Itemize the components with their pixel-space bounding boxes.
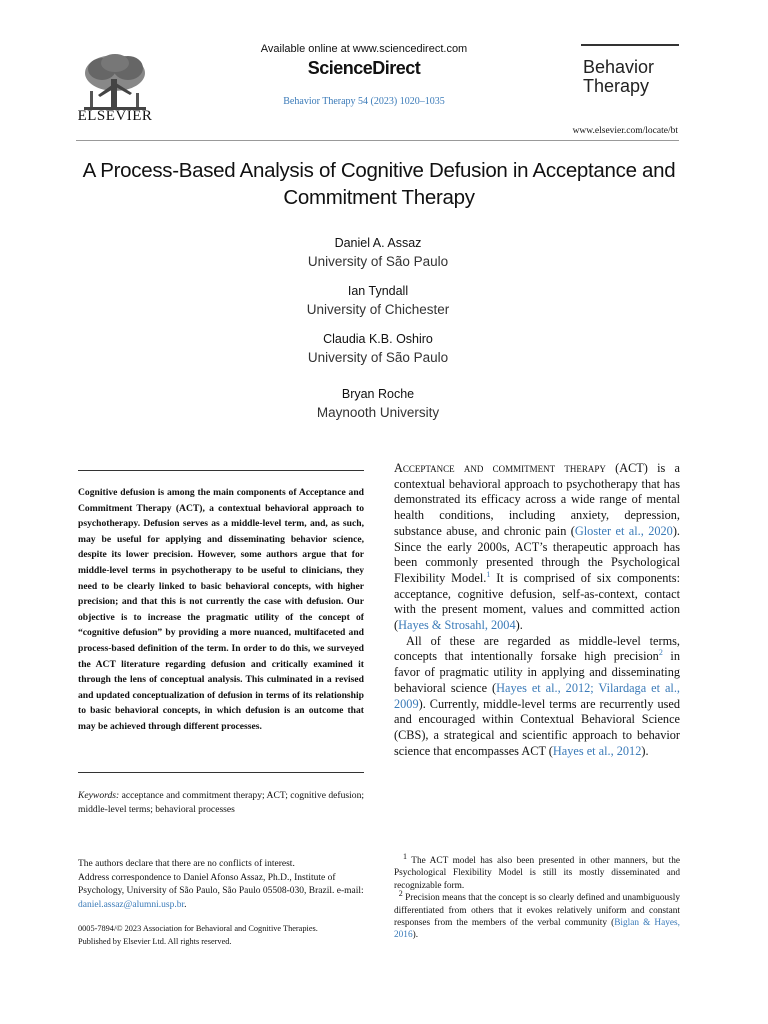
keywords-label: Keywords:: [78, 790, 120, 801]
body-text-span: ). Since the early 2000s, ACT’s therapeutic approach has been commonly presented through the Psychological Flexibility Model.: [394, 523, 680, 585]
footnote-ref-2[interactable]: 2: [658, 648, 663, 658]
author-name: Bryan Roche: [341, 387, 415, 401]
author-affiliation: University of São Paulo: [307, 350, 449, 365]
body-paragraph-1: [394, 461, 680, 634]
footnote-text: The ACT model has also been presented in other manners, but the Psychological Flexibility Model is still its mostly disseminated and recognizable form.: [394, 856, 680, 891]
keywords: [78, 789, 368, 817]
footnote-text: Precision means that the concept is so clearly defined and unambiguously differentiated from others that it evokes relatively uniform and constant responses from the members of the verbal community (: [394, 893, 680, 929]
copyright-line-1: 0005-7894/© 2023 Association for Behavioral and Cognitive Therapies.: [78, 924, 318, 933]
keywords-text: acceptance and commitment therapy; ACT; cognitive defusion; middle-level terms; behavioral processes: [78, 790, 365, 815]
sciencedirect-logo: ScienceDirect: [307, 58, 421, 78]
abstract-top-rule: [78, 470, 364, 471]
available-online-line: Available online at www.sciencedirect.com: [260, 43, 468, 55]
email-link[interactable]: daniel.assaz@alumni.usp.br: [78, 899, 185, 910]
citation-link[interactable]: Gloster et al., 2020: [574, 523, 673, 538]
article-title: A Process-Based Analysis of Cognitive Defusion in Acceptance and Commitment Therapy: [82, 159, 676, 209]
journal-citation-link[interactable]: Behavior Therapy 54 (2023) 1020–1035: [283, 96, 445, 107]
journal-title-line1: Behavior: [583, 57, 655, 77]
body-text: [394, 461, 680, 759]
abstract-bottom-rule: [78, 772, 364, 773]
abstract-text: Cognitive defusion is among the main components of Acceptance and Commitment Therapy (ACT), a contextual behavioral approach to psychotherapy. Defusion serves as a middle-level term, and, as such, may be useful for applying and disseminating behavior science, despite its lower precision. However, some authors argue that for middle-level terms in psychotherapy to be useful to clinicians, they need to be clearly linked to basic behavioral concepts, with higher precision; and that this is not currently the case with defusion. Our objective is to increase the pragmatic utility of the concept of “cognitive defusion” by providing a more nuanced, multifaceted and process-based definition of the term. In order to do this, we surveyed the ACT literature regarding defusion and critically examined it through the lens of conceptual analysis. This culminated in a revised and updated conceptualization of defusion in terms of its relationship to basic behavioral concepts, in which defusion is an outcome that may be achieved through different processes.: [78, 487, 364, 732]
footnote-1: [394, 851, 680, 892]
header-divider: [76, 140, 679, 141]
footnote-2: [394, 889, 680, 942]
body-text-span: It is comprised of six components: acceptance, cognitive defusion, self-as-context, contact with the present moment, values and committed action (: [394, 570, 680, 633]
journal-url: www.elsevier.com/locate/bt: [572, 126, 678, 136]
citation-link[interactable]: Hayes et al., 2012; Vilardaga et al., 2009: [394, 680, 681, 711]
citation-link[interactable]: Biglan & Hayes, 2016: [394, 918, 680, 941]
author-affiliation: Maynooth University: [316, 405, 440, 420]
copyright-notice: [78, 923, 368, 948]
author-affiliation: University of São Paulo: [307, 254, 449, 269]
author-name: Ian Tyndall: [347, 284, 409, 298]
copyright-line-2: Published by Elsevier Ltd. All rights reserved.: [78, 936, 232, 946]
footnotes: [394, 851, 680, 942]
body-text-span: All of these are regarded as middle-level terms, concepts that intentionally forsake high precision: [394, 633, 680, 664]
conflict-statement: The authors declare that there are no conflicts of interest.: [78, 859, 295, 869]
address-end: .: [184, 899, 187, 910]
journal-title-rule: [581, 44, 679, 46]
body-text-span: ). Currently, middle-level terms are recurrently used and encouraged within Contextual Behavioral Science (CBS), a strategical and scientific approach to behavior science that encompasses ACT (: [394, 696, 680, 758]
author-name: Daniel A. Assaz: [334, 236, 422, 250]
body-text-span: (ACT) is a contextual behavioral approach to psychotherapy that has demonstrated its efficacy across a wide range of mental health conditions, including anxiety, depression, substance abuse, and chronic pain (: [394, 461, 680, 538]
body-paragraph-2: [394, 634, 680, 760]
correspondence-address: [78, 872, 364, 913]
body-text-span: ).: [515, 618, 523, 633]
author-name: Claudia K.B. Oshiro: [323, 332, 433, 346]
footnote-ref-1[interactable]: 1: [486, 569, 491, 579]
author-affiliation: University of Chichester: [306, 302, 450, 317]
footnote-number: 2: [398, 889, 403, 899]
body-text-span: in favor of pragmatic utility in applying and disseminating behavioral science (: [394, 649, 680, 695]
body-lead-in: Acceptance and commitment therapy: [394, 461, 606, 475]
footnote-text-end: ).: [412, 930, 419, 941]
body-text-span: ).: [641, 743, 649, 758]
citation-link[interactable]: Hayes & Strosahl, 2004: [398, 618, 516, 633]
publisher-name: ELSEVIER: [77, 108, 153, 124]
journal-title: [583, 58, 654, 96]
citation-link[interactable]: Hayes et al., 2012: [552, 743, 642, 758]
footnote-number: 1: [402, 851, 407, 861]
address-text: Address correspondence to Daniel Afonso Assaz, Ph.D., Institute of Psychology, University of São Paulo, São Paulo 05508-030, Brazil. e-mail:: [78, 872, 364, 896]
journal-title-line2: Therapy: [583, 76, 650, 96]
correspondence-note: [78, 858, 364, 912]
